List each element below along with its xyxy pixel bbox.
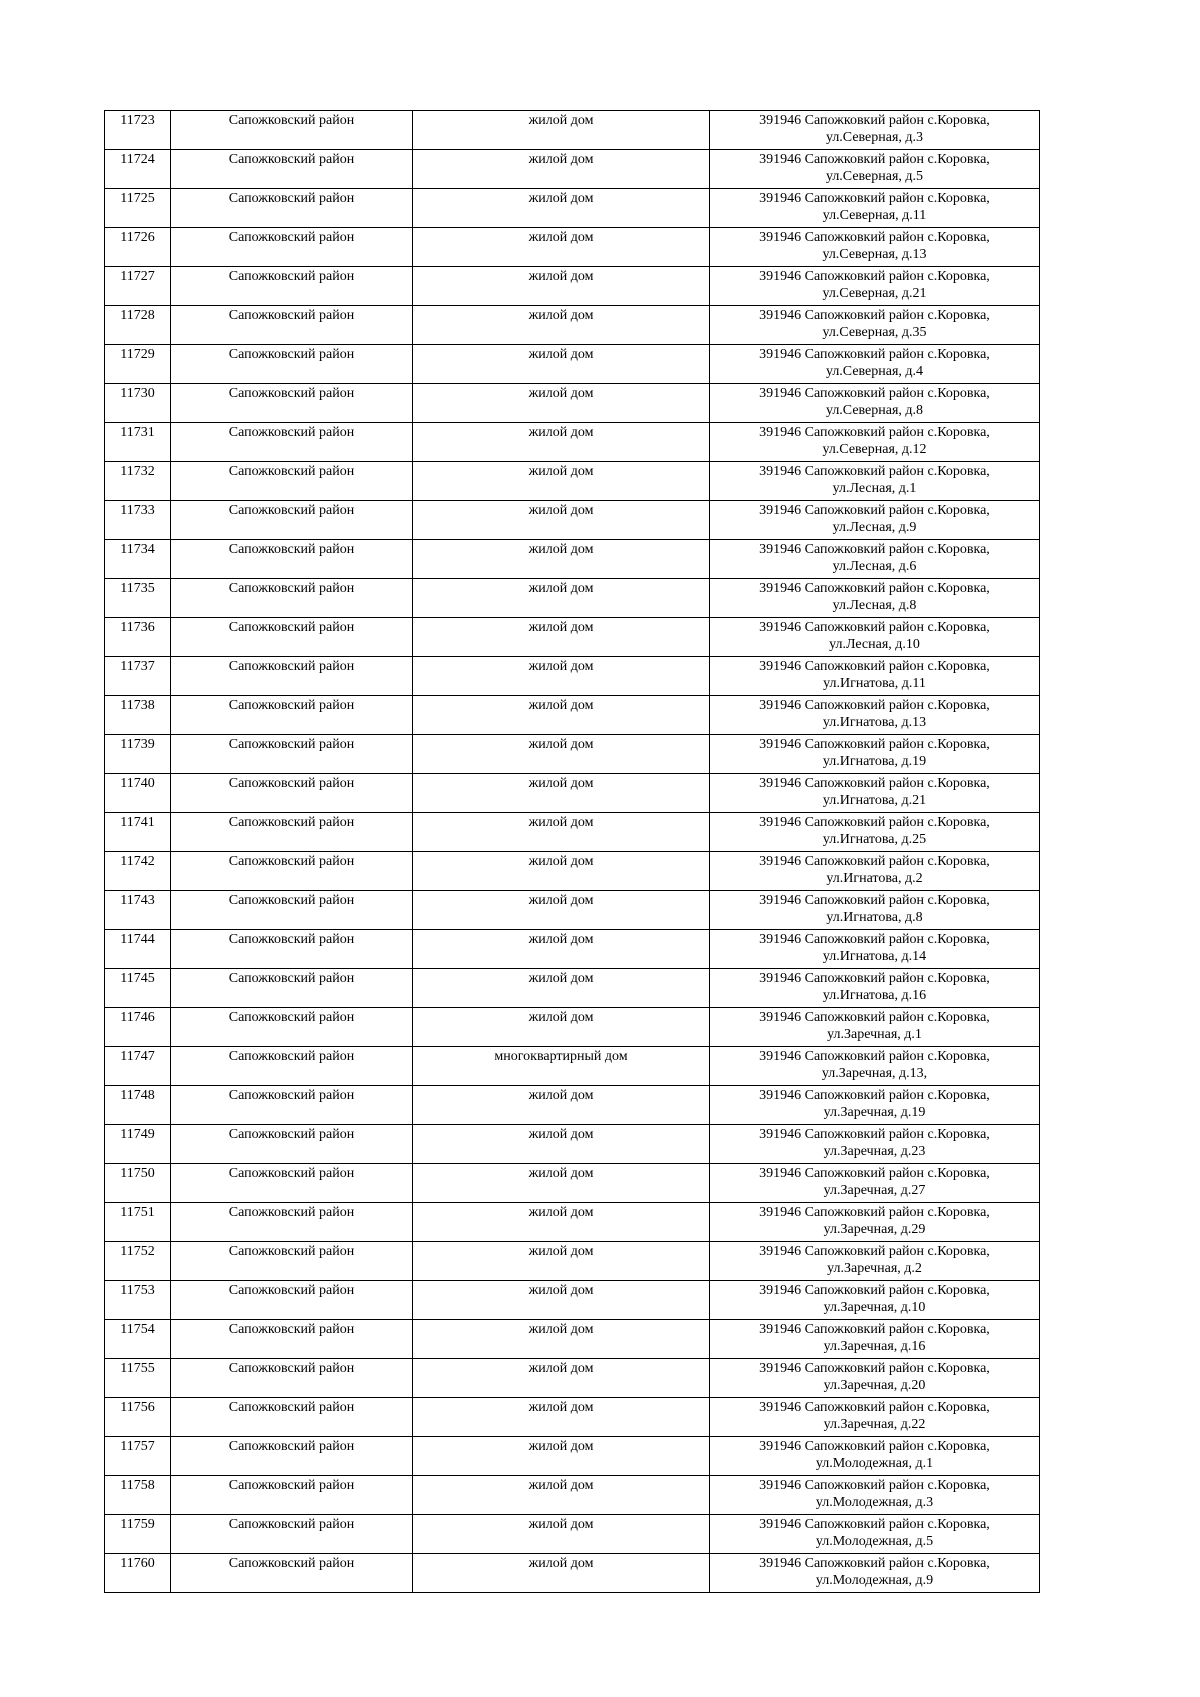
building-type-cell: жилой дом [413,735,710,774]
record-number-cell: 11746 [105,1008,171,1047]
address-line-2: ул.Северная, д.4 [825,364,924,379]
address-line-1: 391946 Сапожковкий район с.Коровка, [759,1439,990,1454]
building-type-cell: жилой дом [413,1515,710,1554]
address-cell [710,1359,1040,1398]
table-row [105,462,1040,501]
address-line-2: ул.Игнатова, д.13 [822,715,927,730]
address-line-2: ул.Лесная, д.8 [832,598,917,613]
district-cell: Сапожковский район [171,735,413,774]
district-cell: Сапожковский район [171,1359,413,1398]
address-line-2: ул.Заречная, д.16 [823,1339,926,1354]
building-type-cell: жилой дом [413,306,710,345]
address-line-1: 391946 Сапожковкий район с.Коровка, [759,1166,990,1181]
record-number-cell: 11755 [105,1359,171,1398]
table-row [105,1047,1040,1086]
building-type-cell: жилой дом [413,1125,710,1164]
address-line-1: 391946 Сапожковкий район с.Коровка, [759,308,990,323]
district-cell: Сапожковский район [171,774,413,813]
address-cell [710,735,1040,774]
address-line-1: 391946 Сапожковкий район с.Коровка, [759,1244,990,1259]
table-row [105,1398,1040,1437]
table-row [105,1359,1040,1398]
address-line-1: 391946 Сапожковкий район с.Коровка, [759,815,990,830]
district-cell: Сапожковский район [171,1398,413,1437]
address-line-2: ул.Заречная, д.1 [827,1027,922,1042]
address-line-1: 391946 Сапожковкий район с.Коровка, [759,425,990,440]
building-type-cell: многоквартирный дом [413,1047,710,1086]
address-cell [710,774,1040,813]
table-row [105,1437,1040,1476]
district-cell: Сапожковский район [171,1086,413,1125]
building-type-cell: жилой дом [413,1242,710,1281]
address-cell [710,1242,1040,1281]
record-number-cell: 11752 [105,1242,171,1281]
district-cell: Сапожковский район [171,852,413,891]
district-cell: Сапожковский район [171,891,413,930]
district-cell: Сапожковский район [171,1203,413,1242]
table-row [105,774,1040,813]
address-cell [710,111,1040,150]
address-line-2: ул.Заречная, д.29 [823,1222,926,1237]
address-cell [710,150,1040,189]
building-type-cell: жилой дом [413,1437,710,1476]
address-line-1: 391946 Сапожковкий район с.Коровка, [759,230,990,245]
district-cell: Сапожковский район [171,345,413,384]
address-line-1: 391946 Сапожковкий район с.Коровка, [759,1127,990,1142]
address-cell [710,1047,1040,1086]
record-number-cell: 11743 [105,891,171,930]
record-number-cell: 11747 [105,1047,171,1086]
address-cell [710,813,1040,852]
address-cell [710,1476,1040,1515]
address-cell [710,1320,1040,1359]
table-row [105,1554,1040,1593]
address-line-1: 391946 Сапожковкий район с.Коровка, [759,191,990,206]
table-row [105,891,1040,930]
address-cell [710,1203,1040,1242]
district-cell: Сапожковский район [171,1125,413,1164]
table-row [105,1164,1040,1203]
building-type-cell: жилой дом [413,1554,710,1593]
building-type-cell: жилой дом [413,774,710,813]
address-line-2: ул.Игнатова, д.2 [826,871,923,886]
address-line-1: 391946 Сапожковкий район с.Коровка, [759,1478,990,1493]
table-row [105,345,1040,384]
record-number-cell: 11745 [105,969,171,1008]
record-number-cell: 11738 [105,696,171,735]
record-number-cell: 11728 [105,306,171,345]
building-type-cell: жилой дом [413,1476,710,1515]
table-row [105,969,1040,1008]
table-row [105,189,1040,228]
address-line-1: 391946 Сапожковкий район с.Коровка, [759,1283,990,1298]
address-line-2: ул.Заречная, д.10 [823,1300,926,1315]
district-cell: Сапожковский район [171,1320,413,1359]
address-line-1: 391946 Сапожковкий район с.Коровка, [759,971,990,986]
district-cell: Сапожковский район [171,1164,413,1203]
address-line-2: ул.Северная, д.11 [822,208,927,223]
building-type-cell: жилой дом [413,462,710,501]
address-line-2: ул.Молодежная, д.1 [815,1456,934,1471]
record-number-cell: 11726 [105,228,171,267]
address-line-2: ул.Заречная, д.23 [823,1144,926,1159]
address-cell [710,384,1040,423]
district-cell: Сапожковский район [171,1437,413,1476]
address-line-2: ул.Игнатова, д.14 [822,949,927,964]
address-line-1: 391946 Сапожковкий район с.Коровка, [759,152,990,167]
district-cell: Сапожковский район [171,657,413,696]
address-line-2: ул.Игнатова, д.8 [826,910,923,925]
building-type-cell: жилой дом [413,345,710,384]
table-row [105,540,1040,579]
address-line-1: 391946 Сапожковкий район с.Коровка, [759,464,990,479]
address-cell [710,930,1040,969]
district-cell: Сапожковский район [171,267,413,306]
district-cell: Сапожковский район [171,579,413,618]
address-line-2: ул.Игнатова, д.25 [822,832,927,847]
address-line-2: ул.Северная, д.8 [825,403,924,418]
address-line-2: ул.Игнатова, д.19 [822,754,927,769]
address-line-2: ул.Заречная, д.19 [823,1105,926,1120]
district-cell: Сапожковский район [171,1515,413,1554]
district-cell: Сапожковский район [171,1281,413,1320]
housing-registry-table [104,110,1040,1593]
record-number-cell: 11756 [105,1398,171,1437]
district-cell: Сапожковский район [171,930,413,969]
record-number-cell: 11759 [105,1515,171,1554]
address-line-1: 391946 Сапожковкий район с.Коровка, [759,503,990,518]
record-number-cell: 11735 [105,579,171,618]
record-number-cell: 11739 [105,735,171,774]
address-cell [710,1515,1040,1554]
address-cell [710,696,1040,735]
address-cell [710,267,1040,306]
record-number-cell: 11757 [105,1437,171,1476]
record-number-cell: 11729 [105,345,171,384]
address-line-1: 391946 Сапожковкий район с.Коровка, [759,1517,990,1532]
table-row [105,111,1040,150]
building-type-cell: жилой дом [413,891,710,930]
address-line-2: ул.Заречная, д.13, [821,1066,928,1081]
record-number-cell: 11754 [105,1320,171,1359]
building-type-cell: жилой дом [413,579,710,618]
address-cell [710,579,1040,618]
building-type-cell: жилой дом [413,150,710,189]
address-line-2: ул.Лесная, д.10 [829,637,920,652]
address-line-1: 391946 Сапожковкий район с.Коровка, [759,1400,990,1415]
record-number-cell: 11742 [105,852,171,891]
address-cell [710,1125,1040,1164]
address-cell [710,1281,1040,1320]
building-type-cell: жилой дом [413,618,710,657]
record-number-cell: 11734 [105,540,171,579]
table-row [105,150,1040,189]
table-row [105,618,1040,657]
table-row [105,384,1040,423]
district-cell: Сапожковский район [171,111,413,150]
address-cell [710,969,1040,1008]
table-row [105,267,1040,306]
address-cell [710,306,1040,345]
district-cell: Сапожковский район [171,540,413,579]
record-number-cell: 11733 [105,501,171,540]
address-line-2: ул.Молодежная, д.3 [815,1495,934,1510]
address-line-2: ул.Северная, д.21 [822,286,927,301]
address-line-2: ул.Заречная, д.22 [823,1417,926,1432]
address-cell [710,501,1040,540]
address-cell [710,618,1040,657]
record-number-cell: 11727 [105,267,171,306]
address-line-2: ул.Лесная, д.1 [832,481,917,496]
district-cell: Сапожковский район [171,813,413,852]
district-cell: Сапожковский район [171,1476,413,1515]
record-number-cell: 11725 [105,189,171,228]
building-type-cell: жилой дом [413,657,710,696]
building-type-cell: жилой дом [413,384,710,423]
address-cell [710,657,1040,696]
record-number-cell: 11749 [105,1125,171,1164]
table-row [105,657,1040,696]
address-line-2: ул.Заречная, д.27 [823,1183,926,1198]
district-cell: Сапожковский район [171,384,413,423]
table-row [105,735,1040,774]
address-line-1: 391946 Сапожковкий район с.Коровка, [759,269,990,284]
building-type-cell: жилой дом [413,852,710,891]
district-cell: Сапожковский район [171,150,413,189]
district-cell: Сапожковский район [171,1242,413,1281]
address-line-2: ул.Лесная, д.6 [832,559,917,574]
record-number-cell: 11753 [105,1281,171,1320]
table-row [105,930,1040,969]
address-line-1: 391946 Сапожковкий район с.Коровка, [759,893,990,908]
address-line-1: 391946 Сапожковкий район с.Коровка, [759,1049,990,1064]
table-row [105,501,1040,540]
district-cell: Сапожковский район [171,189,413,228]
address-line-1: 391946 Сапожковкий район с.Коровка, [759,1361,990,1376]
table-row [105,1281,1040,1320]
record-number-cell: 11760 [105,1554,171,1593]
address-cell [710,540,1040,579]
address-line-2: ул.Лесная, д.9 [832,520,917,535]
building-type-cell: жилой дом [413,1164,710,1203]
record-number-cell: 11730 [105,384,171,423]
building-type-cell: жилой дом [413,189,710,228]
building-type-cell: жилой дом [413,111,710,150]
district-cell: Сапожковский район [171,462,413,501]
record-number-cell: 11732 [105,462,171,501]
address-line-2: ул.Северная, д.5 [825,169,924,184]
building-type-cell: жилой дом [413,813,710,852]
address-cell [710,1398,1040,1437]
table-row [105,1086,1040,1125]
table-row [105,579,1040,618]
building-type-cell: жилой дом [413,501,710,540]
table-row [105,696,1040,735]
record-number-cell: 11723 [105,111,171,150]
address-line-1: 391946 Сапожковкий район с.Коровка, [759,347,990,362]
building-type-cell: жилой дом [413,423,710,462]
building-type-cell: жилой дом [413,1281,710,1320]
address-line-1: 391946 Сапожковкий район с.Коровка, [759,542,990,557]
address-line-1: 391946 Сапожковкий район с.Коровка, [759,620,990,635]
district-cell: Сапожковский район [171,696,413,735]
address-line-2: ул.Заречная, д.20 [823,1378,926,1393]
address-line-2: ул.Игнатова, д.21 [822,793,927,808]
building-type-cell: жилой дом [413,1359,710,1398]
district-cell: Сапожковский район [171,969,413,1008]
district-cell: Сапожковский район [171,1047,413,1086]
table-row [105,852,1040,891]
address-line-1: 391946 Сапожковкий район с.Коровка, [759,113,990,128]
address-cell [710,1437,1040,1476]
building-type-cell: жилой дом [413,930,710,969]
address-line-2: ул.Игнатова, д.11 [823,676,926,691]
building-type-cell: жилой дом [413,1320,710,1359]
table-row [105,1515,1040,1554]
building-type-cell: жилой дом [413,696,710,735]
address-line-2: ул.Северная, д.35 [822,325,927,340]
record-number-cell: 11736 [105,618,171,657]
district-cell: Сапожковский район [171,423,413,462]
address-cell [710,891,1040,930]
record-number-cell: 11744 [105,930,171,969]
record-number-cell: 11748 [105,1086,171,1125]
district-cell: Сапожковский район [171,228,413,267]
address-line-2: ул.Северная, д.3 [825,130,924,145]
address-cell [710,1086,1040,1125]
building-type-cell: жилой дом [413,540,710,579]
table-row [105,1008,1040,1047]
table-row [105,228,1040,267]
building-type-cell: жилой дом [413,969,710,1008]
address-line-1: 391946 Сапожковкий район с.Коровка, [759,1322,990,1337]
address-line-1: 391946 Сапожковкий район с.Коровка, [759,386,990,401]
district-cell: Сапожковский район [171,501,413,540]
table-row [105,1125,1040,1164]
table-row [105,1203,1040,1242]
district-cell: Сапожковский район [171,618,413,657]
address-line-1: 391946 Сапожковкий район с.Коровка, [759,854,990,869]
address-cell [710,852,1040,891]
address-cell [710,189,1040,228]
address-line-1: 391946 Сапожковкий район с.Коровка, [759,698,990,713]
address-cell [710,462,1040,501]
record-number-cell: 11758 [105,1476,171,1515]
record-number-cell: 11740 [105,774,171,813]
record-number-cell: 11731 [105,423,171,462]
address-line-1: 391946 Сапожковкий район с.Коровка, [759,1205,990,1220]
building-type-cell: жилой дом [413,267,710,306]
record-number-cell: 11741 [105,813,171,852]
building-type-cell: жилой дом [413,1203,710,1242]
table-row [105,813,1040,852]
record-number-cell: 11737 [105,657,171,696]
address-line-2: ул.Северная, д.12 [822,442,927,457]
address-cell [710,345,1040,384]
address-cell [710,423,1040,462]
address-line-1: 391946 Сапожковкий район с.Коровка, [759,1088,990,1103]
district-cell: Сапожковский район [171,306,413,345]
address-line-2: ул.Молодежная, д.9 [815,1573,934,1588]
address-line-2: ул.Игнатова, д.16 [822,988,927,1003]
address-cell [710,1164,1040,1203]
table-row [105,1476,1040,1515]
address-line-1: 391946 Сапожковкий район с.Коровка, [759,581,990,596]
building-type-cell: жилой дом [413,1086,710,1125]
address-cell [710,1554,1040,1593]
address-line-1: 391946 Сапожковкий район с.Коровка, [759,776,990,791]
record-number-cell: 11750 [105,1164,171,1203]
record-number-cell: 11751 [105,1203,171,1242]
address-line-2: ул.Северная, д.13 [822,247,927,262]
building-type-cell: жилой дом [413,228,710,267]
table-row [105,423,1040,462]
record-number-cell: 11724 [105,150,171,189]
address-line-1: 391946 Сапожковкий район с.Коровка, [759,932,990,947]
building-type-cell: жилой дом [413,1008,710,1047]
address-line-1: 391946 Сапожковкий район с.Коровка, [759,737,990,752]
building-type-cell: жилой дом [413,1398,710,1437]
address-line-1: 391946 Сапожковкий район с.Коровка, [759,659,990,674]
address-line-1: 391946 Сапожковкий район с.Коровка, [759,1556,990,1571]
address-line-2: ул.Заречная, д.2 [827,1261,922,1276]
district-cell: Сапожковский район [171,1554,413,1593]
table-row [105,1320,1040,1359]
table-body [105,111,1040,1593]
district-cell: Сапожковский район [171,1008,413,1047]
address-cell [710,1008,1040,1047]
table-row [105,1242,1040,1281]
address-line-1: 391946 Сапожковкий район с.Коровка, [759,1010,990,1025]
table-row [105,306,1040,345]
address-line-2: ул.Молодежная, д.5 [815,1534,934,1549]
address-cell [710,228,1040,267]
